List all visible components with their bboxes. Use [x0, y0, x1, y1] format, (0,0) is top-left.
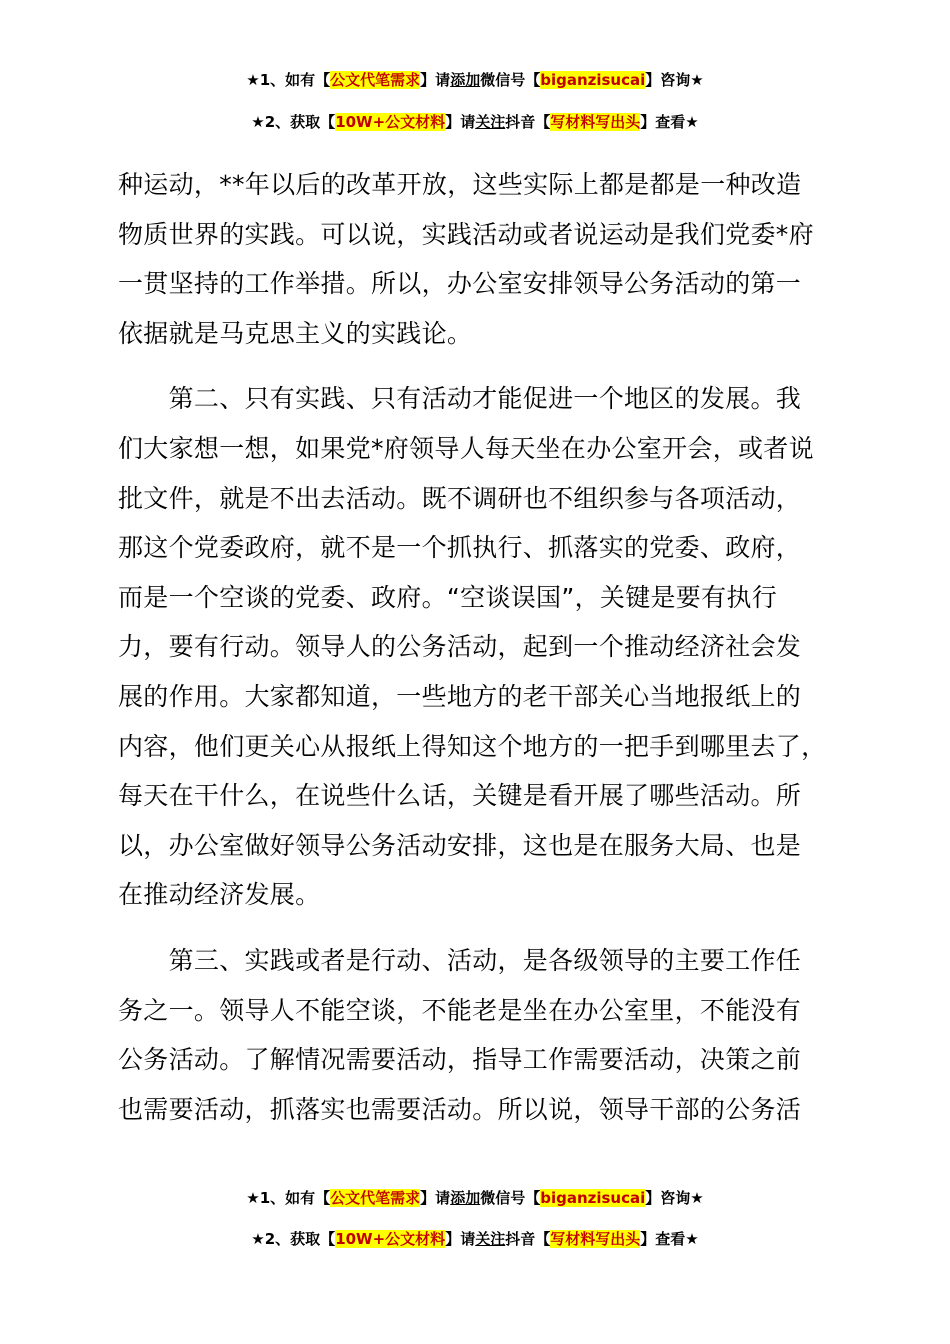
paragraph-gap: [118, 358, 838, 374]
banner-underlined-text: 添加: [450, 71, 481, 89]
banner-underlined-text: 关注: [475, 113, 506, 131]
body-line: 务之一。领导人不能空谈，不能老是坐在办公室里，不能没有: [118, 995, 802, 1025]
body-line: 公务活动。了解情况需要活动，指导工作需要活动，决策之前: [118, 1045, 802, 1075]
banner-text: ★1、如有【: [246, 1189, 331, 1207]
banner-text: 抖音【: [505, 1230, 551, 1248]
header-banner-line-2: [0, 112, 950, 132]
banner-underlined-text: 添加: [450, 1189, 481, 1207]
banner-text: 】请: [420, 1189, 451, 1207]
body-line: 一贯坚持的工作举措。所以，办公室安排领导公务活动的第一: [118, 269, 802, 299]
body-line: 每天在干什么，在说些什么话，关键是看开展了哪些活动。所: [118, 781, 802, 811]
footer-banner-line-2: [0, 1229, 950, 1249]
banner-highlight: 10W+公文材料: [335, 113, 446, 131]
paragraph-gap: [118, 920, 838, 936]
body-line: 们大家想一想，如果党*府领导人每天坐在办公室开会，或者说: [118, 433, 814, 463]
body-line: 批文件，就是不出去活动。既不调研也不组织参与各项活动，: [118, 483, 802, 513]
body-line: 而是一个空谈的党委、政府。“空谈误国”，关键是要有执行: [118, 582, 778, 612]
banner-text: 微信号【: [480, 1189, 541, 1207]
body-line: 也需要活动，抓落实也需要活动。所以说，领导干部的公务活: [118, 1094, 802, 1124]
banner-text: 】咨询★: [645, 1189, 704, 1207]
banner-text: 】查看★: [640, 113, 699, 131]
body-line: 那这个党委政府，就不是一个抓执行、抓落实的党委、政府，: [118, 533, 802, 563]
body-line: 以，办公室做好领导公务活动安排，这也是在服务大局、也是: [118, 830, 802, 860]
banner-text: 微信号【: [480, 71, 541, 89]
body-line: 内容，他们更关心从报纸上得知这个地方的一把手到哪里去了，: [118, 731, 827, 761]
banner-highlight: biganzisucai: [540, 1189, 646, 1207]
banner-text: 】请: [445, 113, 476, 131]
body-line: 力，要有行动。领导人的公务活动，起到一个推动经济社会发: [118, 632, 802, 662]
banner-highlight: 写材料写出头: [550, 113, 641, 131]
banner-text: ★2、获取【: [251, 113, 336, 131]
banner-highlight: 公文代笔需求: [330, 1189, 421, 1207]
banner-highlight: 公文代笔需求: [330, 71, 421, 89]
banner-text: 抖音【: [505, 113, 551, 131]
body-line: 在推动经济发展。: [118, 880, 321, 910]
banner-underlined-text: 关注: [475, 1230, 506, 1248]
banner-highlight: biganzisucai: [540, 71, 646, 89]
banner-highlight: 10W+公文材料: [335, 1230, 446, 1248]
banner-text: 】请: [445, 1230, 476, 1248]
banner-text: 】请: [420, 71, 451, 89]
body-line: 展的作用。大家都知道，一些地方的老干部关心当地报纸上的: [118, 681, 802, 711]
document-body: [118, 160, 838, 1134]
body-line: 种运动，**年以后的改革开放，这些实际上都是都是一种改造: [118, 170, 802, 199]
body-line: 物质世界的实践。可以说，实践活动或者说运动是我们党委*府: [118, 219, 814, 249]
header-banner-line-1: [0, 70, 950, 90]
banner-text: 】查看★: [640, 1230, 699, 1248]
footer-banner-line-1: [0, 1188, 950, 1208]
banner-text: 】咨询★: [645, 71, 704, 89]
body-line: 第三、实践或者是行动、活动，是各级领导的主要工作任: [118, 945, 802, 975]
body-line: 依据就是马克思主义的实践论。: [118, 318, 473, 348]
body-line: 第二、只有实践、只有活动才能促进一个地区的发展。我: [118, 384, 802, 414]
banner-text: ★1、如有【: [246, 71, 331, 89]
banner-highlight: 写材料写出头: [550, 1230, 641, 1248]
banner-text: ★2、获取【: [251, 1230, 336, 1248]
